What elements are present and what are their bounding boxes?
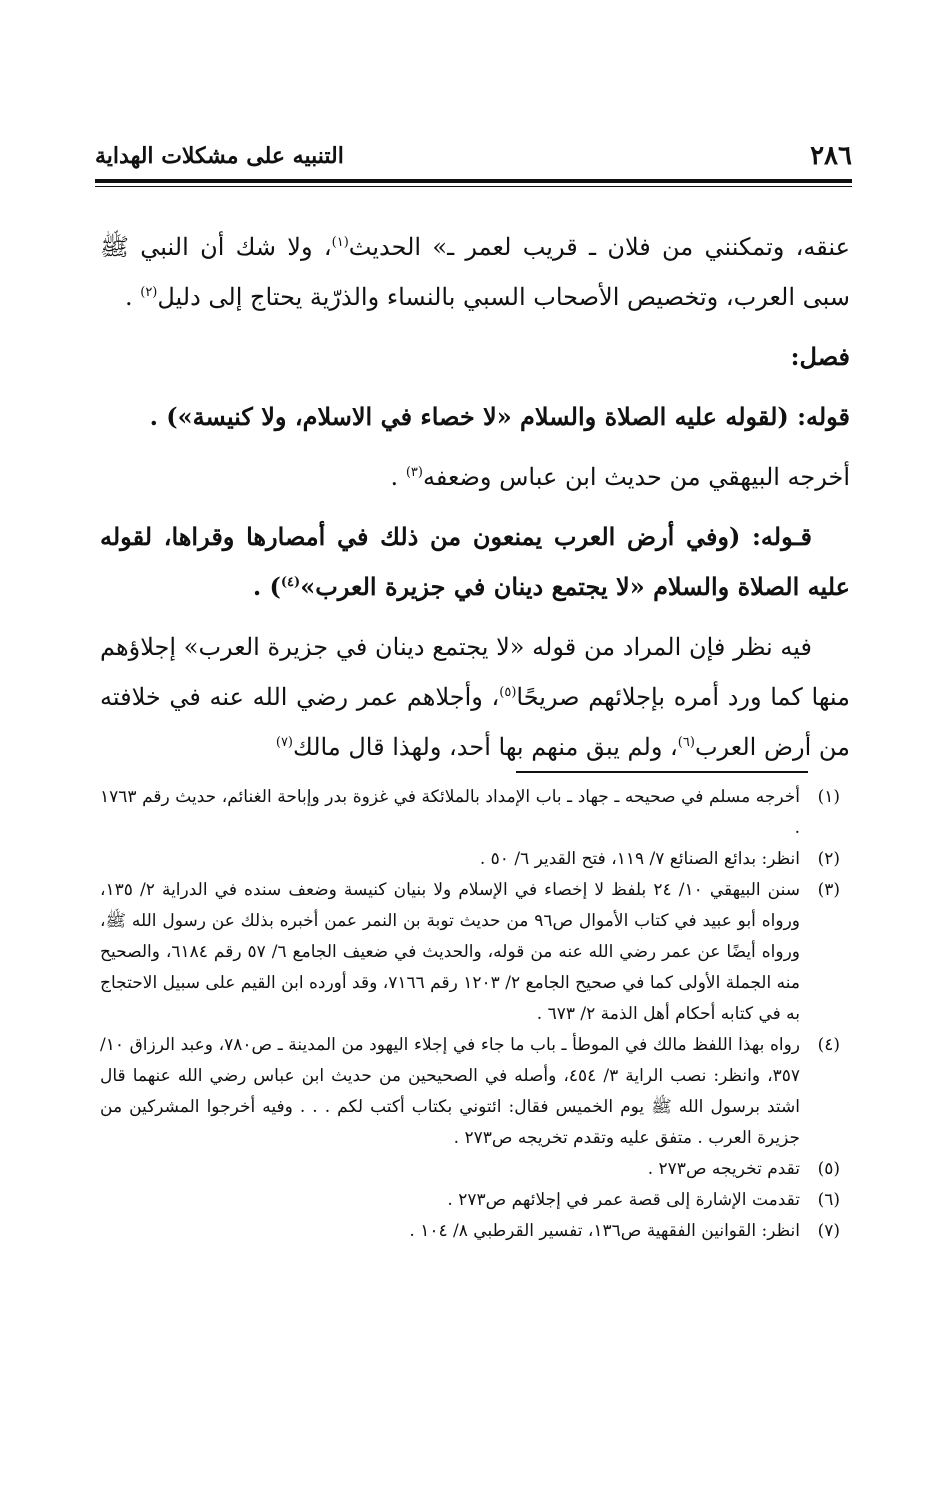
running-header (95, 140, 852, 172)
section-heading: فصل: (790, 342, 850, 371)
footnote-ref-2[interactable]: (٢) (140, 285, 158, 300)
footnote-2 (100, 844, 840, 875)
header-rule-thin (95, 186, 852, 187)
footnote-text: تقدمت الإشارة إلى قصة عمر في إجلائهم ص٢٧٣ . (447, 1190, 800, 1210)
footnote-ref-4[interactable]: (٤) (280, 575, 301, 590)
footnote-4 (100, 1030, 840, 1154)
footnote-3 (100, 875, 840, 1030)
paragraph-quote-2: قـوله: (وفي أرض العرب يمنعون من ذلك في أمصارها وقراها، لقوله عليه الصلاة والسلام «لا يجتمع دينان في جزيرة العرب»$^{(٤)}$) . (100, 522, 850, 601)
footnote-number: (٢) (817, 849, 840, 869)
footnote-number: (٤) (817, 1035, 840, 1055)
page-number: ٢٨٦ (810, 141, 852, 171)
footnote-text: انظر: بدائع الصنائع ٧/ ١١٩، فتح القدير ٦/ ٥٠ . (479, 849, 800, 869)
footnote-text: أخرجه مسلم في صحيحه ـ جهاد ـ باب الإمداد بالملائكة في غزوة بدر وإباحة الغنائم، حديث رقم ١٧٦٣ . (100, 787, 800, 838)
footnotes (100, 782, 840, 1247)
footnote-text: سنن البيهقي ١٠/ ٢٤ بلفظ لا إخصاء في الإسلام ولا بنيان كنيسة وضعف سنده في الدراية ٢/ ١٣٥، ورواه أبو عبيد في كتاب الأموال ص٩٦ من حديث توبة بن النمر عمن أخبره بذلك عن رسول الله ﷺ، ورواه أيضًا عن عمر رضي الله عنه من قوله، والحديث في ضعيف الجامع ٦/ ٥٧ رقم ٦١٨٤، والصحيح منه الجملة الأولى كما في صحيح الجامع ٢/ ١٢٠٣ رقم ٧١٦٦، وقد أورده ابن القيم على سبيل الاحتجاج به في كتابه أحكام أهل الذمة ٢/ ٦٧٣ . (100, 880, 800, 1024)
footnote-ref-7[interactable]: (٧) (275, 735, 293, 750)
footnote-text: تقدم تخريجه ص٢٧٣ . (647, 1159, 800, 1179)
paragraph-3: أخرجه البيهقي من حديث ابن عباس وضعفه$^{(٣)}$ . (390, 463, 850, 491)
paragraph-5: فيه نظر فإن المراد من قوله «لا يجتمع دينان في جزيرة العرب» إجلاؤهم منها كما ورد أمره بإجلائهم صريحًا$^{(٥)}$، وأجلاهم عمر رضي الله عنه في خلافته من أرض العرب$^{(٦)}$، ولم يبق منهم بها أحد، ولهذا قال مالك$^{(٧)}$ (100, 633, 850, 761)
footnote-text: رواه بهذا اللفظ مالك في الموطأ ـ باب ما جاء في إجلاء اليهود من المدينة ـ ص٧٨٠، وعبد الرزاق ١٠/ ٣٥٧، وانظر: نصب الراية ٣/ ٤٥٤، وأصله في الصحيحين من حديث ابن عباس رضي الله عنهما قال اشتد برسول الله ﷺ يوم الخميس فقال: ائتوني بكتاب أكتب لكم . . . وفيه أخرجوا المشركين من جزيرة العرب . متفق عليه وتقدم تخريجه ص٢٧٣ . (100, 1035, 801, 1148)
footnote-7 (100, 1216, 840, 1247)
footnote-number: (١) (817, 787, 840, 807)
footnote-text: انظر: القوانين الفقهية ص١٣٦، تفسير القرطبي ٨/ ١٠٤ . (409, 1221, 800, 1241)
footnote-number: (٦) (817, 1190, 840, 1210)
footnote-5 (100, 1154, 840, 1185)
footnote-number: (٣) (817, 880, 840, 900)
footnote-1 (100, 782, 840, 844)
paragraph-1: عنقه، وتمكنني من فلان ـ قريب لعمر ـ» الحديث$^{(١)}$، ولا شك أن النبي ﷺ سبى العرب، وتخصيص الأصحاب السبي بالنساء والذرّية يحتاج إلى دليل$^{(٢)}$ . (100, 233, 850, 311)
footnote-number: (٥) (817, 1159, 840, 1179)
footnote-ref-1[interactable]: (١) (331, 235, 349, 250)
footnote-ref-5[interactable]: (٥) (499, 685, 517, 700)
main-text (100, 222, 850, 772)
book-title: التنبيه على مشكلات الهداية (95, 143, 344, 169)
footnote-number: (٧) (817, 1221, 840, 1241)
footnote-ref-6[interactable]: (٦) (677, 735, 695, 750)
paragraph-quote-1: قوله: (لقوله عليه الصلاة والسلام «لا خصاء في الاسلام، ولا كنيسة») . (149, 402, 850, 431)
footnote-separator (516, 771, 808, 773)
header-rule-thick (95, 179, 852, 183)
footnote-6 (100, 1185, 840, 1216)
footnote-ref-3[interactable]: (٣) (405, 465, 423, 480)
